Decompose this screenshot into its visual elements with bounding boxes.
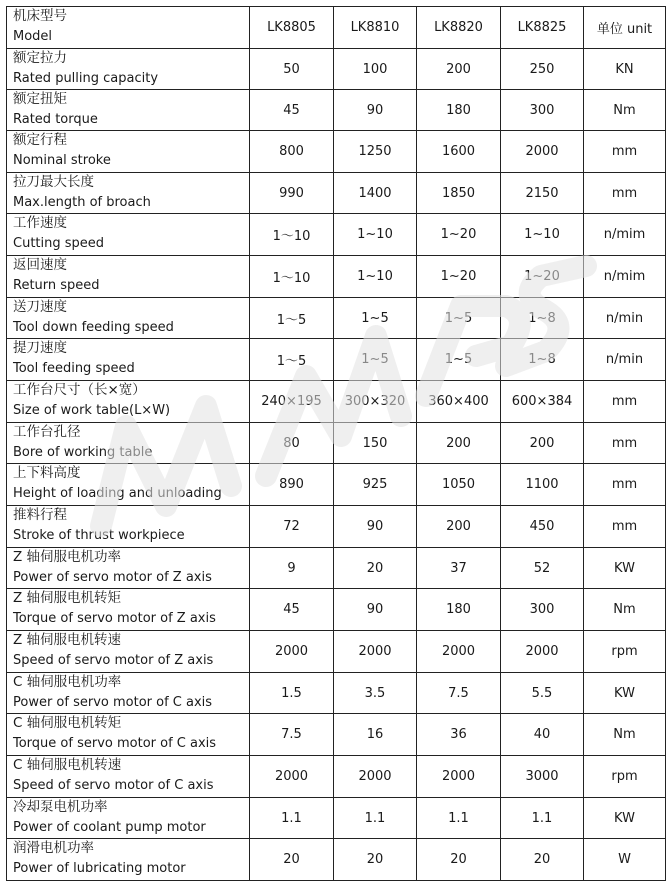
parameter-name-cell — [7, 381, 250, 423]
parameter-name-cn: 推料行程 — [13, 507, 67, 523]
parameter-name-cell — [7, 423, 250, 464]
value-cell-lk8810: 2000 — [334, 631, 417, 673]
parameter-name-cn: 工作速度 — [13, 215, 67, 231]
value-cell-lk8805: 72 — [250, 506, 334, 548]
value-cell-lk8810: 1250 — [334, 131, 417, 173]
value-cell-lk8825: 2000 — [501, 631, 584, 673]
parameter-name-en: Speed of servo motor of Z axis — [13, 653, 214, 668]
value-cell-lk8820: 180 — [417, 589, 501, 631]
value-cell-lk8805: 1～5 — [250, 298, 334, 339]
value-cell-lk8810: 1.1 — [334, 798, 417, 839]
value-cell-lk8820: 1050 — [417, 464, 501, 506]
value-cell-lk8825: 250 — [501, 49, 584, 90]
spec-row-rated-torque — [7, 90, 666, 131]
spec-row-tool-feeding-speed — [7, 339, 666, 381]
unit-cell: Nm — [584, 589, 666, 631]
parameter-name-cell — [7, 506, 250, 548]
value-cell-lk8805: 2000 — [250, 756, 334, 798]
spec-row-size-of-work-table-l-w — [7, 381, 666, 423]
unit-cell: mm — [584, 173, 666, 214]
parameter-name-cell — [7, 49, 250, 90]
value-cell-lk8805: 1～10 — [250, 256, 334, 298]
value-cell-lk8805: 45 — [250, 90, 334, 131]
value-cell-lk8805: 2000 — [250, 631, 334, 673]
value-cell-lk8805: 1～10 — [250, 214, 334, 256]
parameter-name-cn: 润滑电机功率 — [13, 840, 94, 856]
value-cell-lk8810: 1~5 — [334, 339, 417, 381]
specification-table — [6, 6, 666, 881]
model-label-cn: 机床型号 — [13, 8, 67, 24]
value-cell-lk8810: 3.5 — [334, 673, 417, 714]
parameter-name-cn: 工作台孔径 — [13, 424, 81, 440]
value-cell-lk8820: 200 — [417, 49, 501, 90]
value-cell-lk8825: 52 — [501, 548, 584, 589]
parameter-name-cn: 送刀速度 — [13, 299, 67, 315]
value-cell-lk8805: 1.1 — [250, 798, 334, 839]
parameter-name-cn: Z 轴伺服电机转速 — [13, 632, 122, 648]
value-cell-lk8810: 90 — [334, 90, 417, 131]
unit-cell: W — [584, 839, 666, 881]
parameter-name-cn: 上下料高度 — [13, 465, 81, 481]
parameter-name-cell — [7, 839, 250, 881]
parameter-name-en: Max.length of broach — [13, 195, 151, 210]
header-row — [7, 7, 666, 49]
parameter-name-en: Power of coolant pump motor — [13, 820, 206, 835]
value-cell-lk8825: 1.1 — [501, 798, 584, 839]
parameter-name-cell — [7, 339, 250, 381]
value-cell-lk8825: 3000 — [501, 756, 584, 798]
unit-cell: KN — [584, 49, 666, 90]
parameter-name-cell — [7, 173, 250, 214]
value-cell-lk8825: 1100 — [501, 464, 584, 506]
value-cell-lk8825: 450 — [501, 506, 584, 548]
value-cell-lk8825: 40 — [501, 714, 584, 756]
value-cell-lk8805: 9 — [250, 548, 334, 589]
value-cell-lk8810: 20 — [334, 548, 417, 589]
parameter-name-en: Torque of servo motor of Z axis — [13, 611, 216, 626]
parameter-name-cell — [7, 798, 250, 839]
value-cell-lk8825: 1~8 — [501, 298, 584, 339]
parameter-name-cn: Z 轴伺服电机功率 — [13, 549, 122, 565]
spec-row-power-of-lubricating-motor — [7, 839, 666, 881]
value-cell-lk8805: 50 — [250, 49, 334, 90]
spec-row-torque-of-servo-motor-of-c-axis — [7, 714, 666, 756]
model-label-en: Model — [13, 29, 53, 44]
parameter-name-cell — [7, 589, 250, 631]
value-cell-lk8820: 200 — [417, 423, 501, 464]
value-cell-lk8825: 600×384 — [501, 381, 584, 423]
unit-cell: KW — [584, 673, 666, 714]
value-cell-lk8825: 1~8 — [501, 339, 584, 381]
value-cell-lk8810: 925 — [334, 464, 417, 506]
spec-row-tool-down-feeding-speed — [7, 298, 666, 339]
spec-row-height-of-loading-and-unloading — [7, 464, 666, 506]
value-cell-lk8810: 20 — [334, 839, 417, 881]
parameter-name-en: Speed of servo motor of C axis — [13, 778, 214, 793]
value-cell-lk8820: 1~20 — [417, 256, 501, 298]
spec-row-speed-of-servo-motor-of-z-axis — [7, 631, 666, 673]
unit-cell: n/min — [584, 298, 666, 339]
value-cell-lk8825: 20 — [501, 839, 584, 881]
parameter-name-cn: 冷却泵电机功率 — [13, 799, 108, 815]
value-cell-lk8810: 90 — [334, 506, 417, 548]
spec-sheet — [6, 6, 666, 881]
value-cell-lk8805: 1～5 — [250, 339, 334, 381]
parameter-name-cn: 提刀速度 — [13, 340, 67, 356]
parameter-name-en: Power of lubricating motor — [13, 861, 186, 876]
unit-cell: Nm — [584, 90, 666, 131]
value-cell-lk8805: 1.5 — [250, 673, 334, 714]
unit-cell: n/mim — [584, 214, 666, 256]
value-cell-lk8825: 2000 — [501, 131, 584, 173]
spec-row-nominal-stroke — [7, 131, 666, 173]
value-cell-lk8820: 7.5 — [417, 673, 501, 714]
unit-cell: n/min — [584, 339, 666, 381]
value-cell-lk8805: 240×195 — [250, 381, 334, 423]
unit-cell: rpm — [584, 631, 666, 673]
spec-row-power-of-servo-motor-of-c-axis — [7, 673, 666, 714]
parameter-name-en: Power of servo motor of C axis — [13, 695, 213, 710]
value-cell-lk8820: 360×400 — [417, 381, 501, 423]
spec-row-cutting-speed — [7, 214, 666, 256]
value-cell-lk8825: 5.5 — [501, 673, 584, 714]
spec-row-stroke-of-thrust-workpiece — [7, 506, 666, 548]
unit-cell: mm — [584, 131, 666, 173]
value-cell-lk8810: 1400 — [334, 173, 417, 214]
model-header-lk8810: LK8810 — [334, 7, 417, 49]
unit-cell: mm — [584, 423, 666, 464]
parameter-name-cn: 额定行程 — [13, 132, 67, 148]
parameter-name-cn: C 轴伺服电机转矩 — [13, 715, 122, 731]
value-cell-lk8820: 180 — [417, 90, 501, 131]
value-cell-lk8820: 1600 — [417, 131, 501, 173]
table-body — [7, 7, 666, 881]
parameter-name-cn: 额定扭矩 — [13, 91, 67, 107]
value-cell-lk8820: 1~20 — [417, 214, 501, 256]
parameter-name-cn: C 轴伺服电机转速 — [13, 757, 122, 773]
value-cell-lk8820: 20 — [417, 839, 501, 881]
model-header-cell — [7, 7, 250, 49]
value-cell-lk8810: 16 — [334, 714, 417, 756]
spec-row-torque-of-servo-motor-of-z-axis — [7, 589, 666, 631]
value-cell-lk8805: 80 — [250, 423, 334, 464]
value-cell-lk8810: 100 — [334, 49, 417, 90]
value-cell-lk8805: 20 — [250, 839, 334, 881]
value-cell-lk8820: 200 — [417, 506, 501, 548]
value-cell-lk8825: 1~20 — [501, 256, 584, 298]
parameter-name-en: Torque of servo motor of C axis — [13, 736, 217, 751]
value-cell-lk8825: 2150 — [501, 173, 584, 214]
parameter-name-cn: 拉刀最大长度 — [13, 174, 94, 190]
unit-cell: KW — [584, 798, 666, 839]
value-cell-lk8820: 36 — [417, 714, 501, 756]
unit-cell: mm — [584, 381, 666, 423]
value-cell-lk8825: 300 — [501, 90, 584, 131]
unit-cell: Nm — [584, 714, 666, 756]
value-cell-lk8810: 1~10 — [334, 214, 417, 256]
value-cell-lk8825: 300 — [501, 589, 584, 631]
value-cell-lk8805: 800 — [250, 131, 334, 173]
parameter-name-cn: Z 轴伺服电机转矩 — [13, 590, 122, 606]
parameter-name-cell — [7, 214, 250, 256]
parameter-name-cn: 工作台尺寸（长×宽） — [13, 382, 146, 398]
parameter-name-cell — [7, 131, 250, 173]
spec-row-power-of-coolant-pump-motor — [7, 798, 666, 839]
parameter-name-en: Rated pulling capacity — [13, 71, 159, 86]
value-cell-lk8825: 1~10 — [501, 214, 584, 256]
value-cell-lk8825: 200 — [501, 423, 584, 464]
value-cell-lk8820: 1~5 — [417, 339, 501, 381]
value-cell-lk8805: 45 — [250, 589, 334, 631]
parameter-name-en: Bore of working table — [13, 445, 153, 460]
parameter-name-cell — [7, 631, 250, 673]
unit-cell: KW — [584, 548, 666, 589]
parameter-name-en: Tool feeding speed — [13, 361, 135, 376]
value-cell-lk8820: 2000 — [417, 756, 501, 798]
parameter-name-en: Nominal stroke — [13, 153, 111, 168]
value-cell-lk8805: 890 — [250, 464, 334, 506]
parameter-name-en: Height of loading and unloading — [13, 486, 222, 501]
value-cell-lk8810: 300×320 — [334, 381, 417, 423]
value-cell-lk8820: 2000 — [417, 631, 501, 673]
parameter-name-cell — [7, 90, 250, 131]
model-header-lk8825: LK8825 — [501, 7, 584, 49]
parameter-name-en: Tool down feeding speed — [13, 320, 174, 335]
parameter-name-cell — [7, 548, 250, 589]
parameter-name-en: Power of servo motor of Z axis — [13, 570, 212, 585]
model-header-lk8820: LK8820 — [417, 7, 501, 49]
value-cell-lk8810: 150 — [334, 423, 417, 464]
value-cell-lk8805: 7.5 — [250, 714, 334, 756]
value-cell-lk8810: 90 — [334, 589, 417, 631]
parameter-name-en: Cutting speed — [13, 236, 105, 251]
spec-row-bore-of-working-table — [7, 423, 666, 464]
parameter-name-cell — [7, 256, 250, 298]
spec-row-power-of-servo-motor-of-z-axis — [7, 548, 666, 589]
parameter-name-cell — [7, 298, 250, 339]
parameter-name-cell — [7, 673, 250, 714]
value-cell-lk8810: 1~5 — [334, 298, 417, 339]
value-cell-lk8820: 1850 — [417, 173, 501, 214]
parameter-name-en: Return speed — [13, 278, 100, 293]
parameter-name-cell — [7, 464, 250, 506]
parameter-name-cn: 额定拉力 — [13, 50, 67, 66]
unit-cell: mm — [584, 506, 666, 548]
value-cell-lk8820: 1.1 — [417, 798, 501, 839]
value-cell-lk8820: 37 — [417, 548, 501, 589]
value-cell-lk8810: 1~10 — [334, 256, 417, 298]
value-cell-lk8820: 1~5 — [417, 298, 501, 339]
model-header-lk8805: LK8805 — [250, 7, 334, 49]
parameter-name-cn: C 轴伺服电机功率 — [13, 674, 122, 690]
unit-cell: mm — [584, 464, 666, 506]
unit-cell: rpm — [584, 756, 666, 798]
parameter-name-en: Stroke of thrust workpiece — [13, 528, 185, 543]
parameter-name-en: Size of work table(L×W) — [13, 403, 171, 418]
parameter-name-cell — [7, 714, 250, 756]
unit-header: 单位 unit — [584, 7, 666, 49]
parameter-name-en: Rated torque — [13, 112, 98, 127]
spec-row-speed-of-servo-motor-of-c-axis — [7, 756, 666, 798]
parameter-name-cell — [7, 756, 250, 798]
value-cell-lk8810: 2000 — [334, 756, 417, 798]
value-cell-lk8805: 990 — [250, 173, 334, 214]
spec-row-rated-pulling-capacity — [7, 49, 666, 90]
spec-row-max-length-of-broach — [7, 173, 666, 214]
unit-cell: n/mim — [584, 256, 666, 298]
spec-row-return-speed — [7, 256, 666, 298]
parameter-name-cn: 返回速度 — [13, 257, 67, 273]
